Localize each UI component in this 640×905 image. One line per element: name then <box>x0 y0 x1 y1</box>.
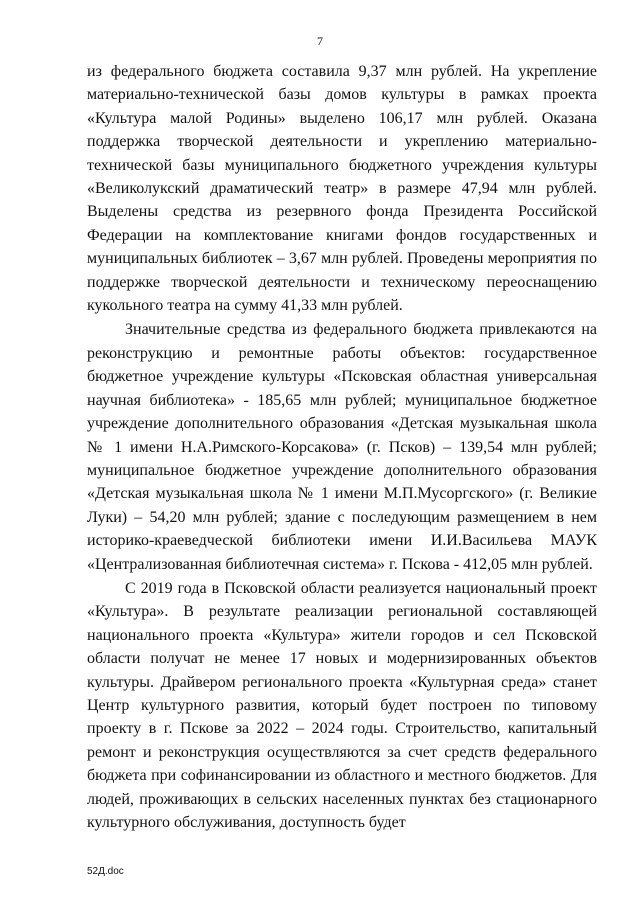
paragraph-federal-budget-continuation: из федерального бюджета составила 9,37 млн рублей. На укрепление материально-технической базы домов культуры в рамках проекта «Культура малой Родины» выделено 106,17 млн рублей. Оказана поддержка творческой деятельности и укреплению материально-технической базы муниципального бюджетного учреждения культуры «Великолукский драматический театр» в размере 47,94 млн рублей. Выделены средства из резервного фонда Президента Российской Федерации на комплектование книгами фондов государственных и муниципальных библиотек – 3,67 млн рублей. Проведены мероприятия по поддержке творческой деятельности и техническому переоснащению кукольного театра на сумму 41,33 млн рублей. <box>87 63 597 315</box>
document-body <box>87 60 597 834</box>
paragraph-reconstruction-funding: Значительные средства из федерального бюджета привлекаются на реконструкцию и ремонтные работы объектов: государственное бюджетное учреждение культуры «Псковская областная универсальная научная библиотека» - 185,65 млн рублей; муниципальное бюджетное учреждение дополнительного образования «Детская музыкальная школа № 1 имени Н.А.Римского-Корсакова» (г. Псков) – 139,54 млн рублей; муниципальное бюджетное учреждение дополнительного образования «Детская музыкальная школа № 1 имени М.П.Мусоргского» (г. Великие Луки) – 54,20 млн рублей; здание с последующим размещением в нем историко-краеведческой библиотеки имени И.И.Васильева МАУК «Централизованная библиотечная система» г. Пскова - 412,05 млн рублей. <box>87 321 597 573</box>
paragraph-national-project-culture: С 2019 года в Псковской области реализуется национальный проект «Культура». В результате реализации региональной составляющей национального проекта «Культура» жители городов и сел Псковской области получат не менее 17 новых и модернизированных объектов культуры. Драйвером регионального проекта «Культурная среда» станет Центр культурного развития, который будет построен по типовому проекту в г. Пскове за 2022 – 2024 годы. Строительство, капитальный ремонт и реконструкция осуществляются за счет средств федерального бюджета при софинансировании из областного и местного бюджетов. Для людей, проживающих в сельских населенных пунктах без стационарного культурного обслуживания, доступность будет <box>87 579 597 831</box>
footer-filename: 52Д.doc <box>87 866 124 877</box>
page-number: 7 <box>317 34 323 48</box>
